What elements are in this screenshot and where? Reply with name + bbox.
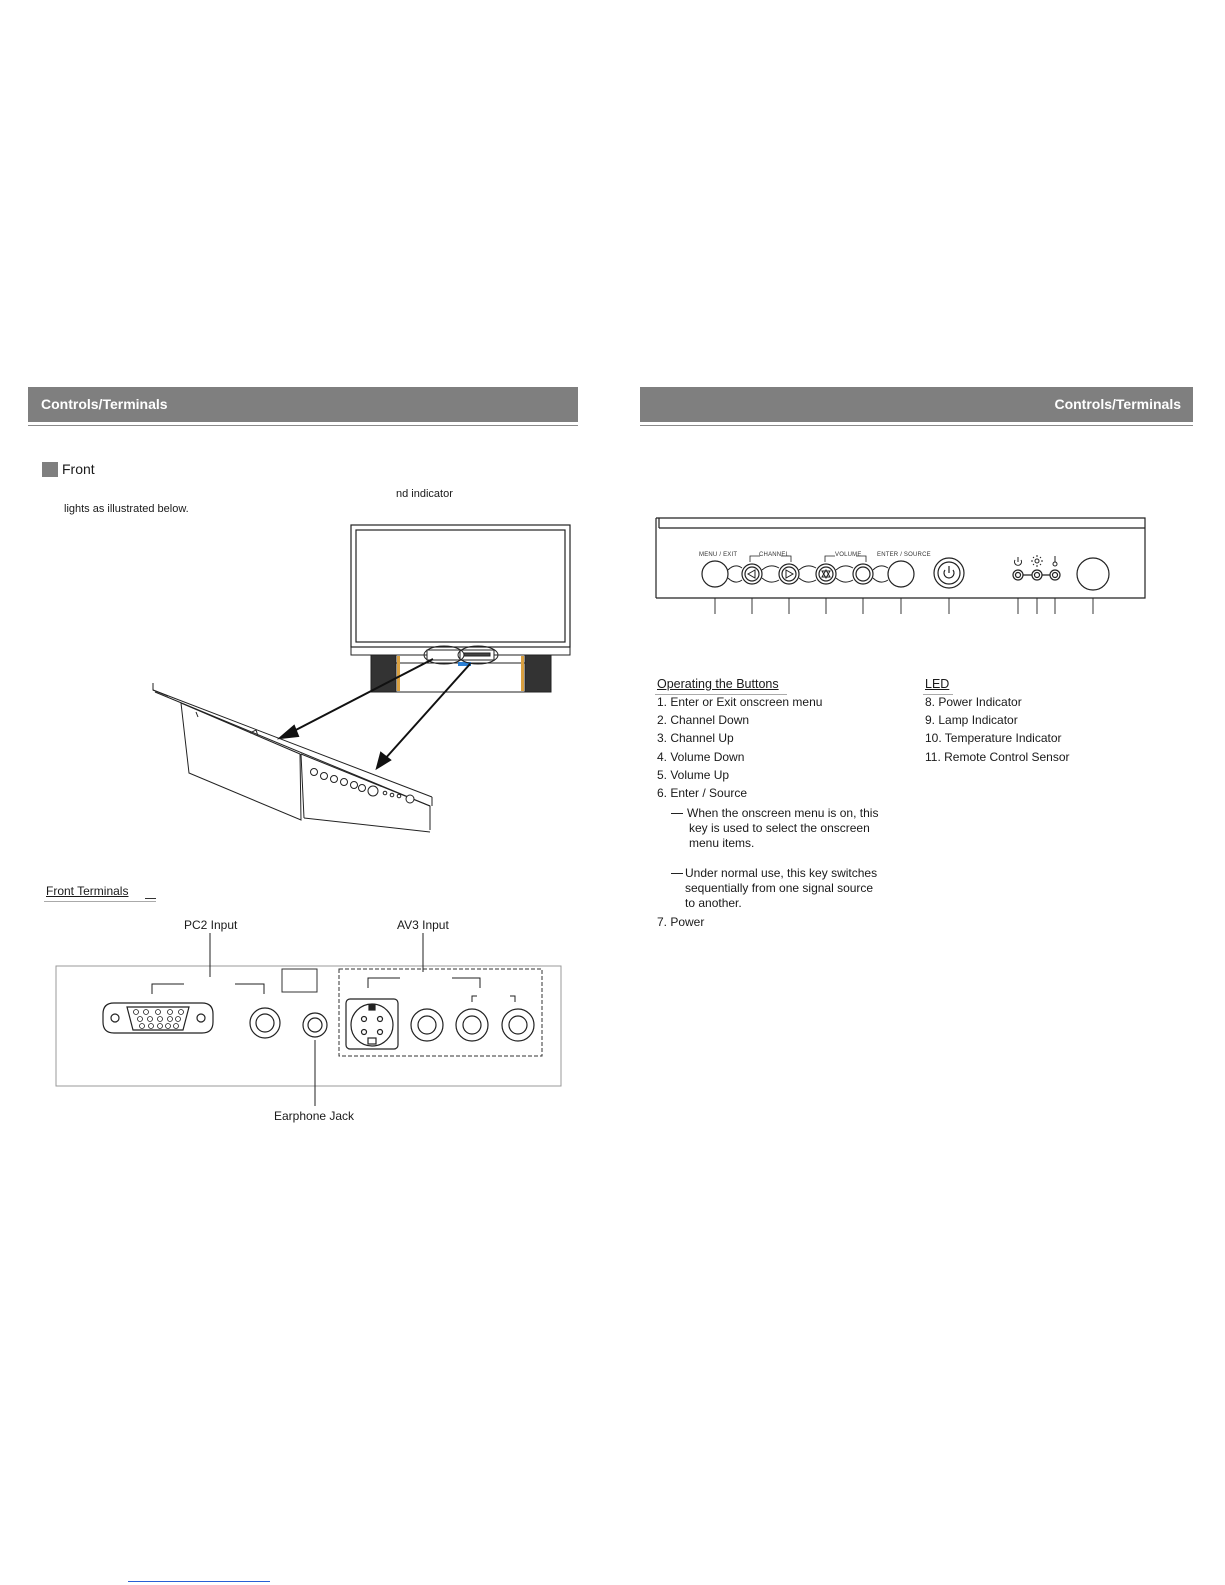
pc2-input-label: PC2 Input [184, 918, 238, 932]
led-indicators [1013, 570, 1060, 580]
led-item-8: 8. Power Indicator [925, 695, 1022, 709]
led-item-10: 10. Temperature Indicator [925, 731, 1062, 745]
operating-item-7: 7. Power [657, 915, 705, 929]
section-title-front: Front [62, 461, 95, 477]
panel-label-volume: VOLUME [835, 552, 862, 558]
av3-input-label: AV3 Input [397, 918, 449, 932]
note-1-line-1: When the onscreen menu is on, this [687, 806, 879, 820]
led-item-9: 9. Lamp Indicator [925, 713, 1018, 727]
led-item-11: 11. Remote Control Sensor [925, 750, 1070, 764]
note-2-line-1: Under normal use, this key switches [685, 866, 878, 880]
operating-buttons-title: Operating the Buttons [657, 677, 779, 691]
operating-item-1: 1. Enter or Exit onscreen menu [657, 695, 823, 709]
note-1-line-3: menu items. [689, 836, 755, 850]
note-1-line-2: key is used to select the onscreen [689, 821, 870, 835]
operating-item-4: 4. Volume Down [657, 750, 745, 764]
note-2-line-2: sequentially from one signal source [685, 881, 874, 895]
operating-item-5: 5. Volume Up [657, 768, 730, 782]
left-header-title: Controls/Terminals [41, 396, 168, 412]
earphone-jack-label: Earphone Jack [274, 1109, 355, 1123]
panel-label-channel: CHANNEL [759, 552, 790, 558]
panel-buttons [702, 558, 1109, 590]
led-title: LED [925, 677, 950, 691]
note-dash-2 [671, 873, 683, 874]
right-header-title: Controls/Terminals [1054, 396, 1181, 412]
operating-item-6: 6. Enter / Source [657, 786, 748, 800]
front-terminals-title: Front Terminals [46, 884, 129, 898]
intro-text-line1: nd indicator [396, 488, 453, 500]
operating-item-3: 3. Channel Up [657, 731, 734, 745]
note-2-line-3: to another. [685, 896, 742, 910]
panel-label-menu-exit: MENU / EXIT [699, 552, 738, 558]
intro-text-line2: lights as illustrated below. [64, 503, 189, 515]
operating-item-2: 2. Channel Down [657, 713, 750, 727]
note-dash-1 [671, 813, 683, 814]
panel-label-enter-source: ENTER / SOURCE [877, 552, 931, 558]
